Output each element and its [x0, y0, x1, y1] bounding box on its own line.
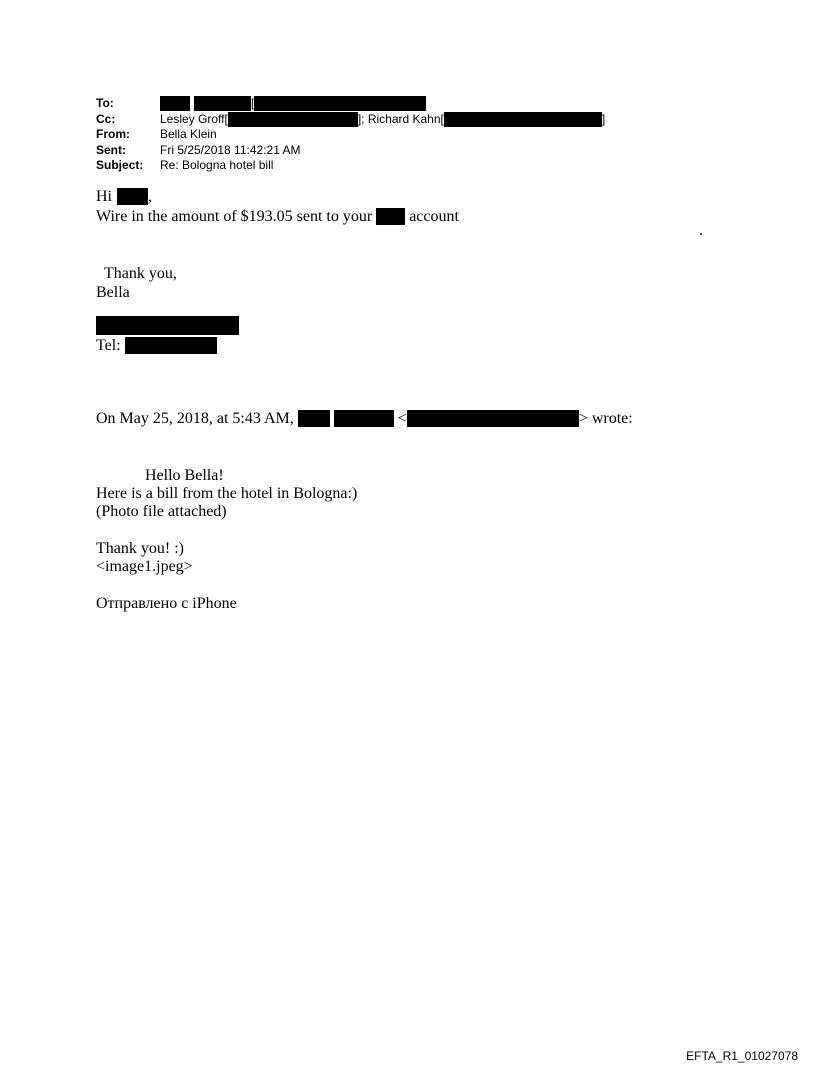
- to-label: To:: [96, 96, 114, 110]
- redaction-block: [125, 337, 217, 354]
- cc-name-groff: Lesley Groff[: [160, 111, 228, 126]
- redaction-block: [376, 208, 405, 225]
- signature-name: Bella: [96, 284, 130, 301]
- to-bracket: [: [251, 96, 255, 110]
- quote-attachment: <image1.jpeg>: [96, 558, 193, 575]
- redaction-block: [96, 316, 239, 335]
- redaction-block: [334, 410, 394, 427]
- quote-thanks: Thank you! :): [96, 540, 184, 557]
- stray-dot: .: [699, 222, 703, 239]
- quote-intro-line: On May 25, 2018, at 5:43 AM, < > wrote:: [96, 410, 633, 427]
- tel-label: Tel:: [96, 337, 121, 354]
- quote-intro: On May 25, 2018, at 5:43 AM,: [96, 410, 294, 427]
- wire-line: [96, 208, 459, 226]
- redaction-block: [117, 188, 148, 205]
- quote-line1: Here is a bill from the hotel in Bologna:): [96, 485, 358, 502]
- redaction-block: [444, 112, 602, 127]
- wire-end: account: [409, 208, 459, 225]
- greeting: Hi: [96, 188, 112, 205]
- quote-sent-from: Отправлено с iPhone: [96, 595, 237, 612]
- cc-separator: ]; Richard Kahn[: [357, 111, 444, 126]
- thanks-line: Thank you,: [104, 265, 177, 282]
- subject-value: Re: Bologna hotel bill: [160, 158, 274, 172]
- wire-text: Wire in the amount of $193.05 sent to your: [96, 208, 373, 225]
- redaction-block: [228, 112, 358, 127]
- from-label: From:: [96, 127, 130, 141]
- greeting-line: Hi ,: [96, 188, 152, 205]
- cc-label: Cc:: [96, 111, 116, 126]
- redaction-block: [298, 410, 330, 427]
- sent-label: Sent:: [96, 142, 126, 157]
- tel-line: [96, 337, 217, 355]
- quote-line2: (Photo file attached): [96, 503, 227, 520]
- cc-end: ]: [601, 111, 606, 126]
- redaction-block: [254, 96, 426, 111]
- redaction-block: [407, 410, 579, 427]
- quote-hello: Hello Bella!: [145, 467, 224, 484]
- document-id: EFTA_R1_01027078: [686, 1049, 798, 1063]
- subject-label: Subject:: [96, 158, 144, 172]
- quote-wrote: > wrote:: [578, 410, 633, 427]
- sent-value: Fri 5/25/2018 11:42:21 AM: [160, 142, 301, 157]
- redaction-block: [160, 96, 190, 111]
- from-value: Bella Klein: [160, 127, 217, 141]
- redaction-block: [194, 96, 251, 111]
